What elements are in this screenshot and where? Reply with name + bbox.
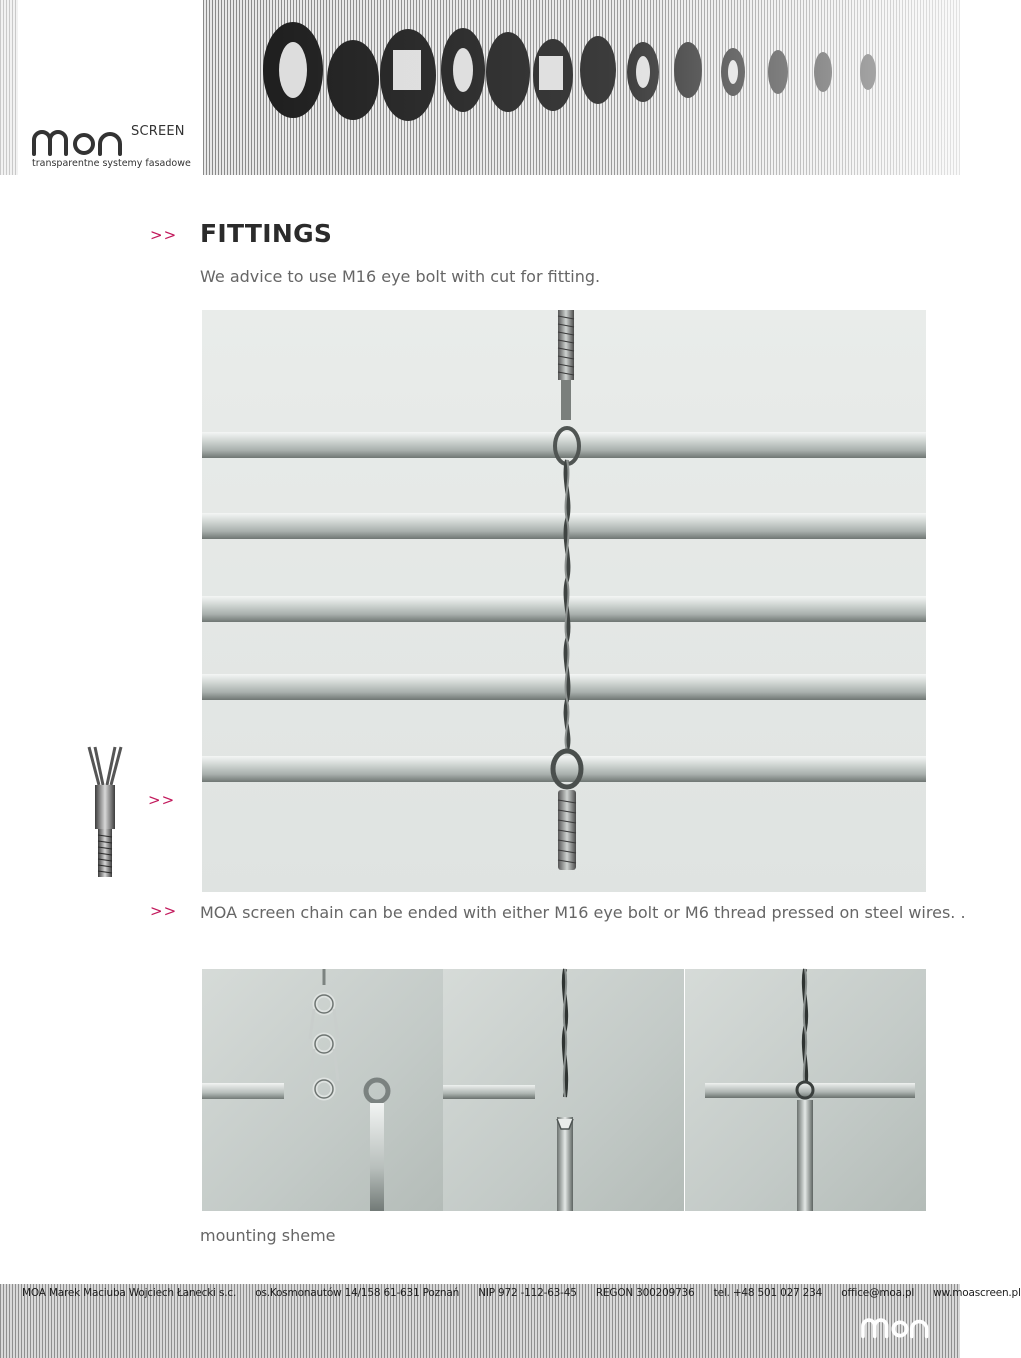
footer-contact-line	[22, 1287, 1021, 1299]
note-text: MOA screen chain can be ended with either M16 eye bolt or M6 thread pressed on steel wires. .	[200, 903, 966, 922]
intro-text: We advice to use M16 eye bolt with cut for fitting.	[200, 267, 601, 286]
moa-screen-logo	[30, 120, 195, 175]
wire-thread-fitting-image	[85, 745, 125, 880]
footer-email[interactable]: office@moa.pl	[841, 1287, 915, 1299]
mounting-step-1-photo	[202, 969, 443, 1211]
note-marker: >>	[150, 902, 178, 920]
chain-closeup-illustration	[203, 0, 960, 175]
page-title: FITTINGS	[200, 219, 333, 248]
footer-company: MOA Marek Maciuba Wojciech Łanecki s.c.	[22, 1287, 237, 1299]
mounting-caption: mounting sheme	[200, 1226, 336, 1245]
detail-marker: >>	[148, 791, 176, 809]
footer-nip: NIP 972 -112-63-45	[478, 1287, 577, 1299]
page-footer	[0, 1284, 1021, 1358]
logo-suffix: SCREEN	[131, 124, 185, 139]
rods-and-chain-illustration	[202, 310, 926, 892]
footer-phone: tel. +48 501 027 234	[713, 1287, 823, 1299]
footer-address: os.Kosmonautów 14/158 61-631 Poznań	[255, 1287, 460, 1299]
mounting-step-3-photo	[685, 969, 926, 1211]
logo-tagline: transparentne systemy fasadowe	[32, 158, 191, 169]
header-stripe-decoration	[0, 0, 18, 175]
section-marker: >>	[150, 226, 178, 244]
footer-website[interactable]: ww.moascreen.pl	[933, 1287, 1021, 1299]
header-banner-image	[203, 0, 960, 175]
footer-regon: REGON 300209736	[595, 1287, 695, 1299]
mounted-chain-photo	[202, 310, 926, 892]
footer-moa-logo	[860, 1314, 934, 1338]
moa-logo-mark	[30, 124, 130, 156]
mounting-step-2-photo	[443, 969, 684, 1211]
